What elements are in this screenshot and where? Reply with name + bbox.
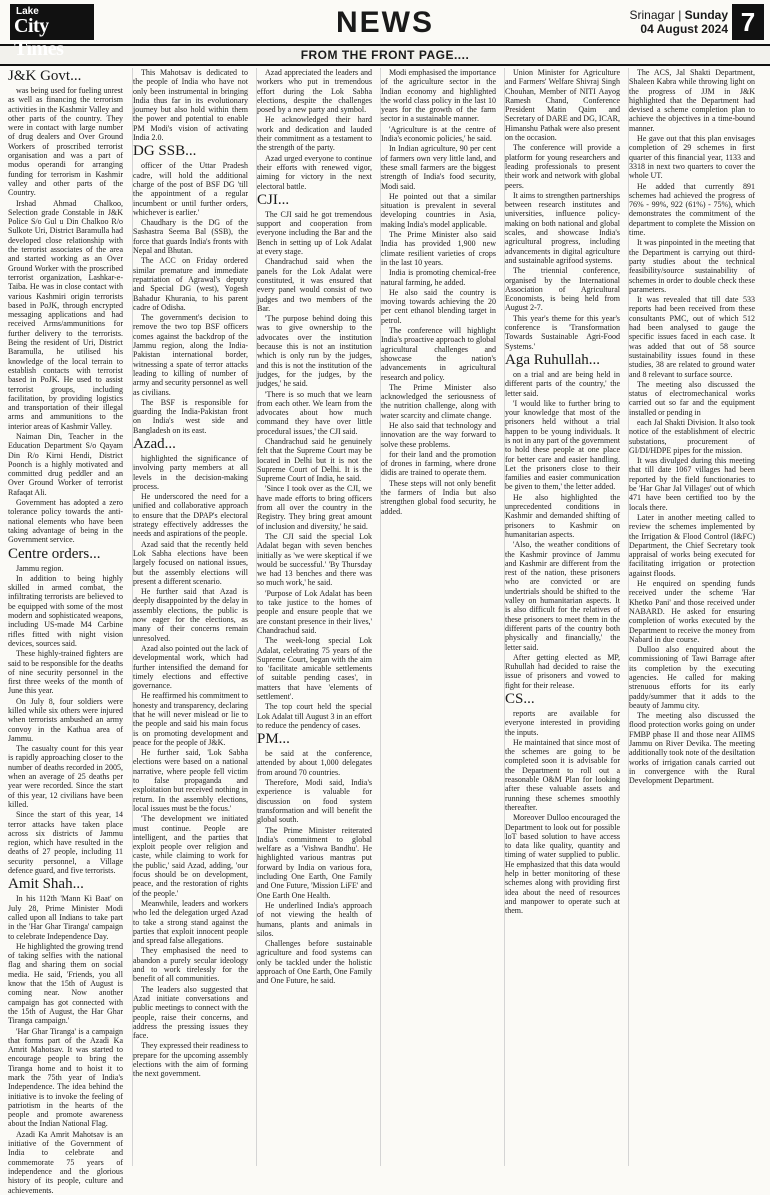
paragraph: This year's theme for this year's conference is 'Transformation Towards Sustainable Agri-Food Systems.' bbox=[505, 313, 620, 351]
paragraph: These highly-trained fighters are said to be responsible for the deaths of nine security personnel in the first three weeks of the month of June this year. bbox=[8, 649, 123, 696]
paragraph: India is promoting chemical-free natural farming, he added. bbox=[381, 268, 496, 287]
headline-cji[interactable]: CJI... bbox=[257, 191, 290, 208]
paragraph: The casualty count for this year is rapidly approaching closer to the number of deaths recorded in 2005, when an average of 25 deaths per year were recorded. Since the start of this year, 12 civilians have been killed. bbox=[8, 744, 123, 809]
paragraph: Later in another meeting called to review the schemes implemented by the Irrigation & Flood Control (I&FC) Department, the Chief Secretary took appraisal of works being executed for facilitating irrigation or protection against floods. bbox=[629, 512, 755, 578]
paragraph: The CJI said the special Lok Adalat began with seven benches initially as 'we were skeptical if we would be successful.' 'By Thursday we had 13 benches and there was so much work,' he said. bbox=[257, 531, 372, 588]
headline-cs[interactable]: CS... bbox=[505, 691, 535, 707]
paragraph: 'The development we initiated must continue. People are intelligent, and the parties that exploit people over religion and caste, while claiming to work for the public,' said Azad, adding, 'our focus should be on development, peace, and the restoration of rights of the people.' bbox=[133, 814, 248, 898]
paragraph: Irshad Ahmad Chalkoo, Selection grade Constable in J&K Police S/o Gul u Din Chalkoo R/o Sulkote Uri, District Baramulla had developed close relationship with the terrorist associates of the area and started working as an Over Ground Worker with the proscribed terrorist organization, Lashkar-e-Taiba. He was in close contact with various Kashmiri origin terrorists based in PoJK, through encrypted messaging applications and had received Arms/ammunitions for further delivery to the terrorists. Being the resident of Uri, District Baramulla, he utilised his knowledge of the local terrain to establish contacts with terrorist based in PoJK. He used to assist terrorist groups, including facilitation, by providing logistics and transportation of their illegal arms and ammunitions to the interior areas of Kashmir Valley. bbox=[8, 198, 123, 431]
paragraph: This Mahotsav is dedicated to the people of India who have not only been instrumental in bringing India thus far in its evolutionary journey but also hold within them the power and potential to enable PM Modi's vision of activating India 2.0. bbox=[133, 68, 248, 143]
paragraph: After getting elected as MP, Ruhullah had decided to raise the issue of prisoners and vowed to fight for their release. bbox=[505, 652, 620, 690]
column-6 bbox=[628, 68, 755, 1166]
paragraph: He pointed out that a similar situation is prevalent in several developing countries in Asia, making India's model applicable. bbox=[381, 191, 496, 229]
paragraph: He highlighted the growing trend of taking selfies with the national flag and sharing them on social media. He said, 'Friends, you all know that the 15th of August is coming near. Now another campaign has got connected with the 15th of August, the Har Ghar Tiranga campaign.' bbox=[8, 941, 123, 1026]
paragraph: 'Also, the weather conditions of the Kashmir province of Jammu and Kashmir are different from the rest of the nation, these prisoners who are convicted or are undertrials should be shifted to the valley on humanitarian aspects. It is also difficult for the relatives of these prisoners to meet them in the different parts of the country both physically and financially,' the letter said. bbox=[505, 540, 620, 652]
paragraph: Chaudhary is the DG of the Sashastra Seema Bal (SSB), the force that guards India's fronts with Nepal and Bhutan. bbox=[133, 218, 248, 256]
logo-name-text: City Times bbox=[14, 15, 64, 60]
paragraph: Union Minister for Agriculture and Farmers' Welfare Shivraj Singh Chouhan, Member of NITI Aayog Ramesh Chand, Conference President Matin Qaim and Secretary of DARE and DG, ICAR, Himanshu Pathak were also present on the occasion. bbox=[505, 68, 620, 143]
paragraph: He reaffirmed his commitment to honesty and transparency, declaring that he will never mislead or lie to the people and said his main focus is on promoting development and peace for the people of J&K. bbox=[133, 691, 248, 747]
paragraph: Therefore, Modi said, India's experience is valuable for discussion on food system transformation and will benefit the global south. bbox=[257, 778, 372, 825]
paragraph: In his 112th 'Mann Ki Baat' on July 28, Prime Minister Modi called upon all Indians to take part in the 'Har Ghar Tiranga' campaign to celebrate Independence Day. bbox=[8, 894, 123, 941]
paragraph: on a trial and are being held in different parts of the country,' the letter said. bbox=[505, 369, 620, 398]
dateline: Srinagar | Sunday 04 August 2024 bbox=[629, 8, 728, 36]
paragraph: The Prime Minister reiterated India's commitment to global welfare as a 'Vishwa Bandhu'. He highlighted various mantras put forward by India on various fora, including One Earth, One Family and One Future, 'Mission LiFE' and One Earth One Health. bbox=[257, 825, 372, 900]
column-5 bbox=[504, 68, 620, 1166]
logo-top-text: Lake bbox=[16, 6, 39, 17]
paragraph: He further said, 'Lok Sabha elections were based on a national narrative, where people fell victim to false propaganda and exploitation but received nothing in return. In the assembly elections, local issues must be the focus.' bbox=[133, 748, 248, 813]
column-1 bbox=[8, 68, 123, 1195]
paragraph: Moreover Dulloo encouraged the Department to look out for possible IoT based solution to have access to data like quality, quantity and timing of water supplied to public. He emphasized that this data would help in better monitoring of these schemes along with providing first idea about the need of resources and manpower to operate such at them. bbox=[505, 813, 620, 916]
paragraph: 'Agriculture is at the centre of India's economic policies,' he said. bbox=[381, 124, 496, 144]
dateline-date: 04 August 2024 bbox=[640, 22, 728, 36]
paragraph: The conference will provide a platform for young researchers and leading professionals to present their work and network with global peers. bbox=[505, 143, 620, 190]
paragraph: He also said the country is moving towards achieving the 20 per cent ethanol blending target in petrol. bbox=[381, 287, 496, 325]
paragraph: Azad also pointed out the lack of developmental work, which had further intensified the demand for timely elections and effective governance. bbox=[133, 643, 248, 691]
paragraph: He also highlighted the unprecedented conditions in Kashmir and demanded shifting of prisoners to Kashmir on humanitarian aspects. bbox=[505, 492, 620, 539]
section-strip: FROM THE FRONT PAGE.... bbox=[0, 46, 770, 66]
paragraph: The triennial conference, organised by the International Association of Agricultural Economists, is being held from August 2-7. bbox=[505, 266, 620, 313]
paragraph: Naiman Din, Teacher in the Education Department S/o Qayam Din R/o Kirni Hendi, District Poonch is a highly motivated and committed drug peddler and an Over Ground Worker of terrorist Rafaqat Ali. bbox=[8, 431, 123, 497]
paragraph: highlighted the significance of involving party members at all levels in the decision-making process. bbox=[133, 453, 248, 491]
paragraph: The leaders also suggested that Azad initiate conversations and public meetings to connect with the people, raise their concerns, and address the pressing issues they face. bbox=[133, 984, 248, 1041]
paragraph: The conference will highlight India's proactive approach to global agricultural challenges and showcase the nation's advancements in agricultural research and policy. bbox=[381, 326, 496, 382]
headline-pm[interactable]: PM... bbox=[257, 731, 290, 748]
headline-jk-govt[interactable]: J&K Govt... bbox=[8, 68, 82, 84]
paragraph: for their land and the promotion of drones in farming, where drone didis are trained to operate them. bbox=[381, 449, 496, 478]
section-title: NEWS bbox=[336, 6, 434, 39]
paragraph: The top court held the special Lok Adalat till August 3 in an effort to reduce the pendency of cases. bbox=[257, 702, 372, 730]
paragraph: Azad urged everyone to continue their efforts with renewed vigor, aiming for victory in the next electoral battle. bbox=[257, 153, 372, 191]
paragraph: It aims to strengthen partnerships between research institutes and universities, influence policy-making on both national and global scales, and showcase India's agricultural progress, including advancements in digital agriculture and sustainable agrifood systems. bbox=[505, 190, 620, 265]
column-2 bbox=[132, 68, 248, 1166]
paragraph: He added that currently 891 schemes had achieved the progress of 76% - 99%, 922 (61%) - 75%), which demonstrates the commitment of the department to complete the Mission on time. bbox=[629, 181, 755, 238]
paragraph: 'Purpose of Lok Adalat has been to take justice to the homes of people and ensure people that we are constant presence in their lives,' Chandrachud said. bbox=[257, 588, 372, 635]
paragraph: They emphasised the need to abandon a purely secular ideology and to work tirelessly for the benefit of all communities. bbox=[133, 946, 248, 984]
paragraph: He underlined India's approach of not viewing the health of humans, plants and animals in silos. bbox=[257, 900, 372, 938]
paragraph: He enquired on spending funds received under the scheme 'Har Khetko Pani' and those received under NABARD. He asked for ensuring completion of works executed by the Department to receive the money from Nabard in due course. bbox=[629, 579, 755, 644]
paragraph: He maintained that since most of the schemes are going to be completed soon it is advisable for the Department to roll out a reasonable O&M Plan for looking after these valuable assets and running these schemes smoothly thereafter. bbox=[505, 737, 620, 812]
paragraph: Modi emphasised the importance of the agriculture sector in the Indian economy and highlighted the world class policy in the last 10 years for the growth of the farm sector in a sustainable manner. bbox=[381, 68, 496, 124]
paragraph: 'The purpose behind doing this was to give ownership to the advocates over the institution because this is not an institution which is only run by the judges, and this is not the institution of the judges, for the judges, by the judges,' he said. bbox=[257, 314, 372, 389]
paragraph: The Prime Minister also acknowledged the seriousness of the nutrition challenge, along with water scarcity and climate change. bbox=[381, 382, 496, 420]
paragraph: The meeting also discussed the status of electromechanical works carried out so far and the equipment installed or pending in bbox=[629, 379, 755, 417]
paragraph: The ACC on Friday ordered similar premature and immediate repatriation of Agrawal's deputy and Special DG (west), Yogesh Bahadur Khurania, to his parent cadre of Odisha. bbox=[133, 256, 248, 312]
paragraph: reports are available for everyone interested in providing the inputs. bbox=[505, 709, 620, 737]
paragraph: Meanwhile, leaders and workers who led the delegation urged Azad to take a strong stand against the parties that exploit innocent people and spread false allegations. bbox=[133, 898, 248, 946]
paragraph: Challenges before sustainable agriculture and food systems can only be tackled under the holistic approach of One Earth, One Family and One Future, he said. bbox=[257, 939, 372, 986]
paragraph: The CJI said he got tremendous support and cooperation from everyone including the Bar and the Bench in setting up of Lok Adalat at every stage. bbox=[257, 209, 372, 257]
paragraph: 'There is so much that we learn from each other. We learn from the advocates about how much command they have over little procedural issues,' the CJI said. bbox=[257, 389, 372, 436]
headline-centre-orders[interactable]: Centre orders... bbox=[8, 545, 101, 562]
dateline-day: Sunday bbox=[684, 8, 728, 22]
paragraph: He also said that technology and innovation are the way forward to solve these problems. bbox=[381, 420, 496, 449]
article-columns bbox=[0, 66, 770, 1195]
paragraph: The ACS, Jal Shakti Department, Shaleen Kabra while throwing light on the progress of JJM in J&K highlighted that the Department had devised a scheme completion plan to achieve the objectives in a time-bound manner. bbox=[629, 68, 755, 133]
paragraph: In Indian agriculture, 90 per cent of farmers own very little land, and these small farmers are the biggest strength of India's food security, Modi said. bbox=[381, 144, 496, 191]
paragraph: Azad appreciated the leaders and workers who put in tremendous effort during the Lok Sabha elections, despite the challenges posed by a new party and symbol. bbox=[257, 68, 372, 115]
paragraph: officer of the Uttar Pradesh cadre, will hold the additional charge of the post of BSF DG 'till the appointment of a regular incumbent or until further orders, whichever is earlier.' bbox=[133, 161, 248, 217]
paragraph: be said at the conference, attended by about 1,000 delegates from around 70 countries. bbox=[257, 749, 372, 777]
paragraph: He acknowledged their hard work and dedication and lauded their commitment as a testament to the strength of the party. bbox=[257, 115, 372, 153]
paragraph: The meeting also discussed the flood protection works going on under FMBP phase II and those near AIIMS Jammu on River Devika. The meeting additionally took note of the desiltation works of irrigation canals carried out in convergence with the Rural Development Department. bbox=[629, 711, 755, 786]
column-3 bbox=[256, 68, 372, 1166]
paragraph: The government's decision to remove the two top BSF officers comes against the backdrop of the Jammu region, along the India-Pakistan international border, witnessing a spate of terror attacks leading to killing of number of army and security personnel as well as civilians. bbox=[133, 313, 248, 397]
paragraph: Chandrachud said he genuinely felt that the Supreme Court may be located in Delhi but it is not the Supreme Court of Delhi. It is the Supreme Court of India, he said. bbox=[257, 436, 372, 484]
paragraph: The Prime Minister also said India has provided 1,900 new climate resilient varieties of crops in the last 10 years. bbox=[381, 230, 496, 267]
paragraph: These steps will not only benefit the farmers of India but also strengthen global food security, he added. bbox=[381, 478, 496, 516]
paragraph: Azadi Ka Amrit Mahotsav is an initiative of the Government of India to celebrate and commemorate 75 years of independence and the glorious history of its people, culture and achievements. bbox=[8, 1129, 123, 1195]
paragraph: He gave out that this plan envisages completion of 29 schemes in first quarter of this financial year, 1133 and 3318 in next two quarters to cover the whole UT. bbox=[629, 134, 755, 181]
headline-amit-shah[interactable]: Amit Shah... bbox=[8, 876, 84, 893]
dateline-place: Srinagar bbox=[629, 8, 675, 22]
paragraph: Jammu region. bbox=[16, 563, 64, 573]
paragraph: He underscored the need for a unified and collaborative approach to ensure that the DPAP's electoral strategy effectively addresses the needs and aspirations of the people. bbox=[133, 492, 248, 539]
paragraph: Chandrachud said when the panels for the Lok Adalat were constituted, it was ensured that every panel would consist of two judges and two members of the Bar. bbox=[257, 257, 372, 313]
paragraph: was being used for fueling unrest as well as financing the terrorism activities in the Kashmir Valley and other parts of the country. They were in contact with large number of drug dealers and Over Ground Workers of proscribed terrorist organisation and was a part of modus operandi for arranging funding for terrorism in Kashmir valley and other parts of the Country. bbox=[8, 86, 123, 198]
paragraph: each Jal Shakti Division. It also took notice of the establishment of electric substations, procurement of GI/DI/HDPE pipes for the mission. bbox=[629, 417, 755, 455]
paragraph: He further said that Azad is deeply disappointed by the delay in assembly elections, the public is now eager for the elections, as many of their concerns remain unresolved. bbox=[133, 587, 248, 643]
headline-dg-ssb[interactable]: DG SSB... bbox=[133, 143, 197, 160]
paragraph: 'I would like to further bring to your knowledge that most of the prisoners held without a trial happen to be young individuals. It is not in any part of the government to hold these people at one place for better care and easier handling. Let the prisoners close to their families and easier communication be given to them,' the letter added. bbox=[505, 398, 620, 492]
paragraph: 'Since I took over as the CJI, we have made efforts to bring officers from all over the country in the Registry. They bring great amount of inclusion and diversity,' he said. bbox=[257, 484, 372, 531]
paragraph: The BSF is responsible for guarding the India-Pakistan front on India's west side and Bangladesh on its east. bbox=[133, 397, 248, 435]
paragraph: It was revealed that till date 533 reports had been received from these consultants PMC, out of which 512 had been analysed to gauge the specific issues faced in each case. It was added that out of 58 source sustainability issues found in these studies, 38 are related to ground water and 8 relevant to surface source. bbox=[629, 295, 755, 379]
paragraph: Azad said that the recently held Lok Sabha elections have been largely focused on national issues, but the assembly elections will present a different scenario. bbox=[133, 539, 248, 586]
paragraph: In addition to being highly skilled in armed combat, the infiltrating terrorists are believed to be equipped with some of the most modern and sophisticated weapons, including US-made M4 Carbine rifles fitted with night vision devices, sources said. bbox=[8, 573, 123, 648]
column-4 bbox=[380, 68, 496, 1166]
paragraph: They expressed their readiness to prepare for the upcoming assembly elections with the aim of forming the next government. bbox=[133, 1041, 248, 1079]
paragraph: It was divulged during this meeting that till date 1067 villages had been reported by the field functionaries to be 'Har Ghar Jal Villages' out of which 471 have been certified too by the locals there. bbox=[629, 456, 755, 512]
page-number: 7 bbox=[732, 4, 764, 40]
headline-aga-ruhullah[interactable]: Aga Ruhullah... bbox=[505, 351, 600, 368]
paragraph: On July 8, four soldiers were killed while six others were injured when terrorists ambushed an army convoy in the Kathua area of Jammu. bbox=[8, 696, 123, 743]
headline-azad[interactable]: Azad... bbox=[133, 435, 176, 452]
paragraph: 'Har Ghar Tiranga' is a campaign that forms part of the Azadi Ka Amrit Mahotsav. It was started to encourage people to bring the Tiranga home and to hoist it to mark the 75th year of India's Independence. The idea behind the initiative is to invoke the feeling of patriotism in the hearts of the people and promote awareness about the Indian National Flag. bbox=[8, 1026, 123, 1129]
paragraph: It was pinpointed in the meeting that the Department is carrying out third-party studies about the technical feasibility/source sustainability of schemes in order to double check these parameters. bbox=[629, 238, 755, 294]
paragraph: Since the start of this year, 14 terror attacks have taken place across six districts of Jammu region, which have resulted in the deaths of 27 people, including 11 security personnel, a Village defence guard, and five terrorists. bbox=[8, 810, 123, 876]
paragraph: Government has adopted a zero tolerance policy towards the anti-national elements who have been taking advantage of being in the Government service. bbox=[8, 498, 123, 545]
paragraph: The week-long special Lok Adalat, celebrating 75 years of the Supreme Court, began with the aim to 'facilitate amicable settlements of suitable pending cases', in matters that have 'elements of settlement'. bbox=[257, 636, 372, 701]
paragraph: Dulloo also enquired about the commissioning of Tawi Barrage after its completion by the executing agencies. He called for making strenuous efforts for its early paddy/summer that it adds to the beauty of Jammu city. bbox=[629, 645, 755, 710]
